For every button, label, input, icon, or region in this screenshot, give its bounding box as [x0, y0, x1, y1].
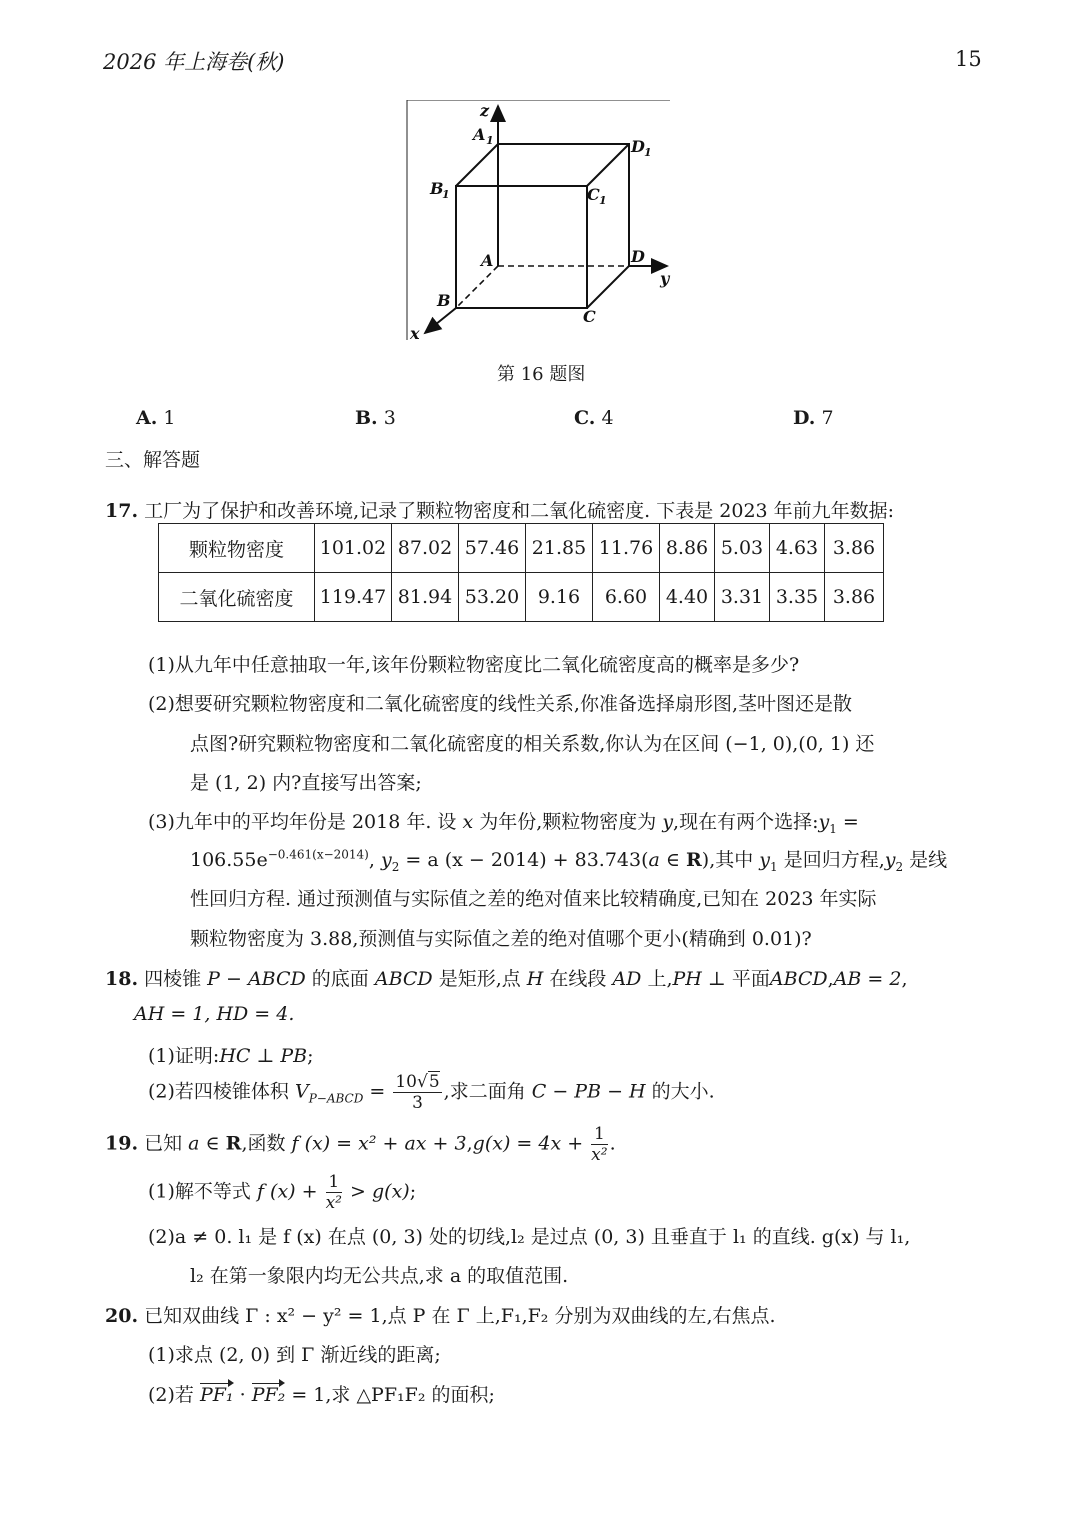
table-cell: 81.94	[392, 573, 459, 622]
table-row	[159, 573, 884, 622]
table-cell: 53.20	[459, 573, 526, 622]
label-D1: D	[631, 137, 645, 156]
option-b: B. 3	[355, 407, 396, 429]
q17-part2-line1: (2)想要研究颗粒物密度和二氧化硫密度的线性关系,你准备选择扇形图,茎叶图还是散	[148, 693, 852, 715]
q19-stem: 19. 已知 a ∈ R,函数 f (x) = x² + ax + 3,g(x) = 4x + $\frac{1}{\text{x²}}$ .	[105, 1124, 616, 1165]
table-cell: 4.63	[770, 524, 825, 573]
row-label: 二氧化硫密度	[159, 573, 315, 622]
table-cell: 9.16	[526, 573, 593, 622]
option-d: D. 7	[793, 407, 834, 429]
label-A: A	[481, 251, 494, 270]
q18-stem-line1: 18. 四棱锥 P − ABCD 的底面 ABCD 是矩形,点 H 在线段 AD 上,PH ⊥ 平面ABCD,AB = 2,	[105, 968, 908, 990]
table-cell: 11.76	[593, 524, 660, 573]
q18-stem-line2: AH = 1, HD = 4.	[134, 1003, 295, 1025]
table-cell: 101.02	[315, 524, 392, 573]
q19-part2-line1: (2)a ≠ 0. l₁ 是 f (x) 在点 (0, 3) 处的切线,l₂ 是过点 (0, 3) 且垂直于 l₁ 的直线. g(x) 与 l₁,	[148, 1226, 911, 1248]
q20-part1: (1)求点 (2, 0) 到 Γ 渐近线的距离;	[148, 1344, 441, 1366]
edge-C1D1	[587, 144, 629, 186]
row-label: 颗粒物密度	[159, 524, 315, 573]
label-A1: A	[473, 125, 486, 144]
option-a: A. 1	[136, 407, 176, 429]
q18-part1: (1)证明:HC ⊥ PB;	[148, 1045, 314, 1067]
q17-table	[158, 523, 884, 622]
vector-pf2: PF₂	[251, 1384, 286, 1406]
table-cell: 8.86	[660, 524, 715, 573]
q17-part3-line1: (3)九年中的平均年份是 2018 年. 设 x 为年份,颗粒物密度为 y,现在有两个选择$:y_1$ =	[148, 811, 859, 836]
label-B1-sub: 1	[442, 188, 450, 201]
volume-fraction: $\frac{10√5}{3}$	[395, 1072, 440, 1113]
label-D1-sub: 1	[644, 146, 652, 159]
table-cell: 3.86	[825, 573, 884, 622]
q17-part2-line3: 是 (1, 2) 内?直接写出答案;	[190, 772, 422, 794]
q20-stem: 20. 已知双曲线 Γ : x² − y² = 1,点 P 在 Γ 上,F₁,F₂ 分别为双曲线的左,右焦点.	[105, 1305, 776, 1327]
label-A1-sub: 1	[486, 134, 494, 147]
q19-part1: (1)解不等式 f (x) + $\frac{1}{\text{x²}}$ > g(x);	[148, 1172, 417, 1213]
label-C1: C	[587, 185, 600, 204]
q17-stem: 17. 工厂为了保护和改善环境,记录了颗粒物密度和二氧化硫密度. 下表是 2023 年前九年数据:	[105, 500, 895, 522]
table-cell: 3.35	[770, 573, 825, 622]
table-cell: 4.40	[660, 573, 715, 622]
section-title: 三、解答题	[105, 449, 201, 471]
option-c: C. 4	[574, 407, 614, 429]
label-z: z	[480, 101, 490, 120]
q17-part3-line2: $106.55e^{-0.461(x-2014)}$, $y_2 = a$ (x − 2014) + 83.743(a ∈ R),其中 $y_1$ 是回归方程$,y_2$ 是线	[190, 847, 948, 874]
label-B: B	[437, 291, 451, 310]
running-header-title: 2026 年上海卷(秋)	[103, 50, 285, 74]
label-C1-sub: 1	[599, 194, 607, 207]
table-cell: 87.02	[392, 524, 459, 573]
vector-pf1: PF₁	[199, 1384, 234, 1406]
q19-part1-fraction: $\frac{1}{\text{x²}}$	[325, 1172, 342, 1213]
table-row	[159, 524, 884, 573]
front-face	[456, 186, 587, 308]
cube-figure	[405, 100, 675, 345]
x-axis	[425, 308, 456, 333]
q20-part2: (2)若 PF₁ · PF₂ = 1,求 △PF₁F₂ 的面积;	[148, 1384, 495, 1406]
table-cell: 21.85	[526, 524, 593, 573]
q17-part2-line2: 点图?研究颗粒物密度和二氧化硫密度的相关系数,你认为在区间 (−1, 0),(0, 1) 还	[190, 733, 875, 755]
figure-caption: 第 16 题图	[497, 364, 586, 385]
page-number: 15	[955, 47, 982, 71]
table-cell: 6.60	[593, 573, 660, 622]
q19-part2-line2: l₂ 在第一象限内均无公共点,求 a 的取值范围.	[190, 1265, 569, 1287]
label-B1: B	[430, 179, 444, 198]
q17-part3-line4: 颗粒物密度为 3.88,预测值与实际值之差的绝对值哪个更小(精确到 0.01)?	[190, 928, 812, 950]
table-cell: 5.03	[715, 524, 770, 573]
label-C: C	[583, 307, 596, 326]
table-cell: 3.31	[715, 573, 770, 622]
q18-part2: (2)若四棱锥体积 $V_{P-ABCD}$ = $\frac{10√5}{3}$ ,求二面角 C − PB − H 的大小.	[148, 1072, 715, 1113]
table-cell: 57.46	[459, 524, 526, 573]
table-cell: 3.86	[825, 524, 884, 573]
q17-part1: (1)从九年中任意抽取一年,该年份颗粒物密度比二氧化硫密度高的概率是多少?	[148, 654, 800, 676]
table-cell: 119.47	[315, 573, 392, 622]
label-D: D	[631, 247, 645, 266]
q17-part3-line3: 性回归方程. 通过预测值与实际值之差的绝对值来比较精确度,已知在 2023 年实际	[190, 888, 877, 910]
label-x: x	[410, 324, 420, 343]
label-y: y	[660, 269, 670, 288]
edge-AB	[456, 266, 498, 308]
q19-fraction: $\frac{1}{\text{x²}}$	[591, 1124, 608, 1165]
